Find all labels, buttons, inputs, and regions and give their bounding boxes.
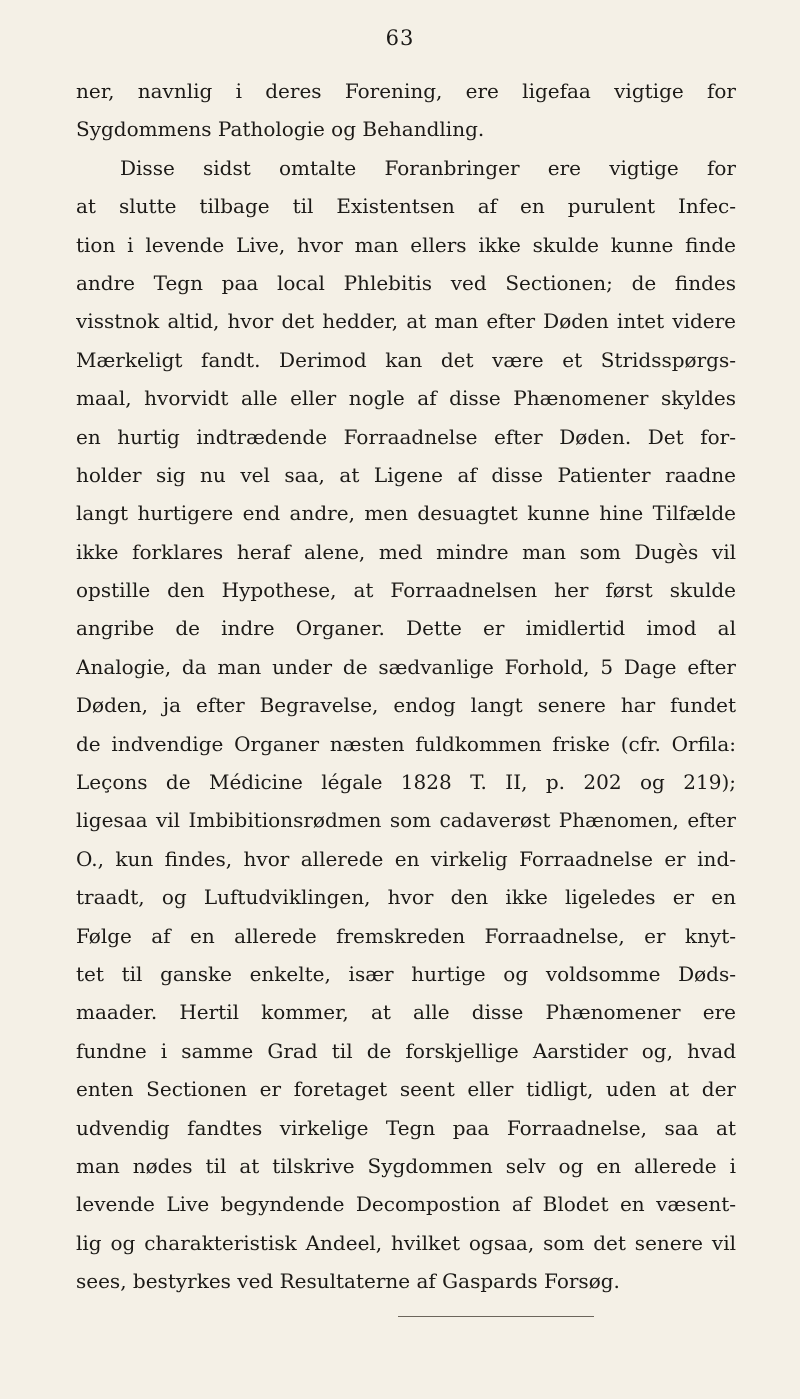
text-line: ner, navnlig i deres Forening, ere ligefaa vigtige for bbox=[76, 79, 736, 103]
text-line: Mærkeligt fandt. Derimod kan det være et Stridsspørgs- bbox=[76, 347, 736, 372]
footer-rule bbox=[398, 1316, 594, 1317]
text-line: maader. Hertil kommer, at alle disse Phænomener ere bbox=[76, 1000, 736, 1025]
text-line: lig og charakteristisk Andeel, hvilket ogsaa, som det senere vil bbox=[76, 1230, 736, 1255]
page-number: 63 bbox=[385, 26, 415, 50]
text-line: Analogie, da man under de sædvanlige Forhold, 5 Dage efter bbox=[76, 654, 736, 679]
text-line: opstille den Hypothese, at Forraadnelsen her først skulde bbox=[76, 578, 736, 603]
text-line: Følge af en allerede fremskreden Forraadnelse, er knyt- bbox=[76, 923, 736, 948]
text-line: tion i levende Live, hvor man ellers ikke skulde kunne finde bbox=[76, 232, 736, 257]
text-line: sees, bestyrkes ved Resultaterne af Gaspards Forsøg. bbox=[76, 1269, 620, 1294]
text-line: angribe de indre Organer. Dette er imidlertid imod al bbox=[76, 616, 736, 641]
text-line: tet til ganske enkelte, især hurtige og voldsomme Døds- bbox=[76, 961, 736, 986]
text-line: ligesaa vil Imbibitionsrødmen som cadaverøst Phænomen, efter bbox=[76, 808, 736, 833]
text-line: at slutte tilbage til Existentsen af en purulent Infec- bbox=[76, 194, 736, 219]
text-line: Sygdommens Pathologie og Behandling. bbox=[76, 117, 485, 142]
text-line: Disse sidst omtalte Foranbringer ere vigtige for bbox=[120, 155, 736, 180]
text-line: holder sig nu vel saa, at Ligene af disse Patienter raadne bbox=[76, 462, 736, 487]
text-line: visstnok altid, hvor det hedder, at man efter Døden intet videre bbox=[76, 309, 736, 334]
text-line: man nødes til at tilskrive Sygdommen selv og en allerede i bbox=[76, 1153, 736, 1178]
text-line: udvendig fandtes virkelige Tegn paa Forraadnelse, saa at bbox=[76, 1115, 736, 1140]
text-line: levende Live begyndende Decompostion af Blodet en væsent- bbox=[76, 1192, 736, 1217]
text-line: Døden, ja efter Begravelse, endog langt senere har fundet bbox=[76, 693, 736, 718]
body-text bbox=[76, 72, 736, 1301]
text-line: en hurtig indtrædende Forraadnelse efter Døden. Det for- bbox=[76, 424, 736, 449]
text-line: ikke forklares heraf alene, med mindre man som Dugès vil bbox=[76, 539, 736, 564]
text-line: langt hurtigere end andre, men desuagtet kunne hine Tilfælde bbox=[76, 501, 736, 526]
text-line: O., kun findes, hvor allerede en virkelig Forraadnelse er ind- bbox=[76, 846, 736, 871]
text-line: de indvendige Organer næsten fuldkommen friske (cfr. Orfila: bbox=[76, 731, 736, 756]
text-line: enten Sectionen er foretaget seent eller tidligt, uden at der bbox=[76, 1077, 736, 1102]
text-line: fundne i samme Grad til de forskjellige Aarstider og, hvad bbox=[76, 1038, 736, 1063]
text-line: Leçons de Médicine légale 1828 T. II, p. 202 og 219); bbox=[76, 770, 736, 795]
text-line: maal, hvorvidt alle eller nogle af disse Phænomener skyldes bbox=[76, 386, 736, 411]
text-line: andre Tegn paa local Phlebitis ved Sectionen; de findes bbox=[76, 270, 736, 295]
text-line: traadt, og Luftudviklingen, hvor den ikke ligeledes er en bbox=[76, 885, 736, 910]
